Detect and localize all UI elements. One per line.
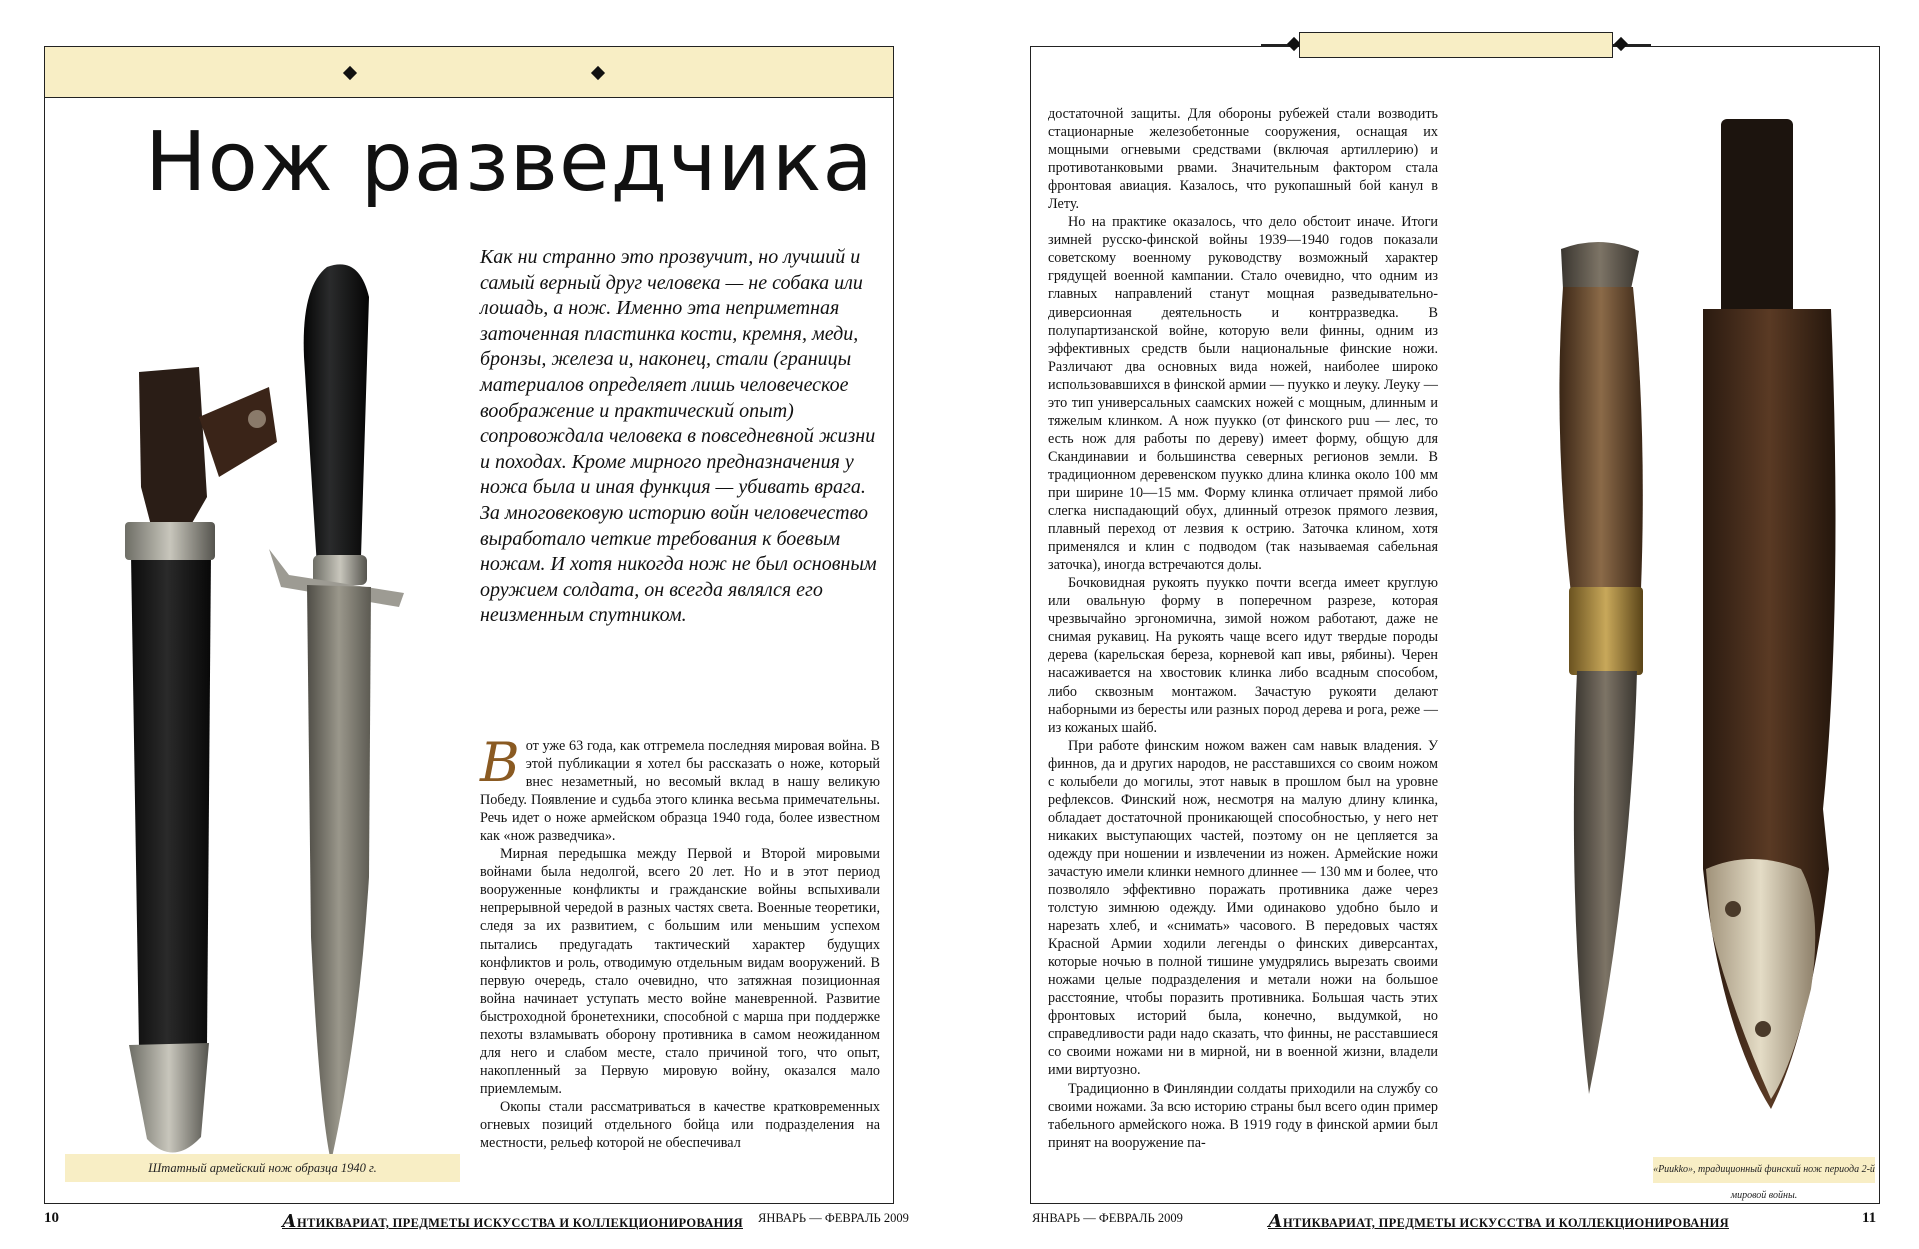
intro-paragraph: Как ни странно это прозвучит, но лучший и самый верный друг человека — не собака или лошадь, а нож. Именно эта неприметная заточенная пластинка кости, кремня, меди, бронзы, железа и, наконец, стали (границы материалов определяет лишь человеческое воображение и практический опыт) сопровождала человека в повседневной жизни и походах. Кроме мирного предназначения у ножа была и иная функция — убивать врага. За многовековую историю войн человечество выработало четкие требования к боевым ножам. И хотя никогда нож не был основным оружием солдата, он всегда являлся его неизменным спутником. (480, 246, 877, 627)
diamond-ornament-icon (591, 66, 605, 80)
diamond-ornament-icon (343, 66, 357, 80)
article-title: Нож разведчика (145, 115, 874, 210)
body-paragraph: При работе финским ножом важен сам навык владения. У финнов, да и других народов, не расставшихся со своим ножом с колыбели до могилы, этот навык в прошлом был на уровне рефлексов. Финский нож, несмотря на малую длину клинка, обладает достаточной проникающей способностью, у него нет никаких выступающих частей, поэтому он не цепляется за одежду при ношении и извлечении из ножен. Армейские ножи зачастую имели клинки немного длиннее — 130 мм и более, что позволяло эффективно поражать противника даже через толстую зимнюю одежду. Ими одинаково удобно было и нарезать хлеб, и «снимать» часового. В передовых частях Красной Армии ходили легенды о финских диверсантах, которые ночью в полной тишине умудрялись вырезать своими ножами целые подразделения и метали ножи на большое расстояние, чтобы поразить противника. Большая часть этих фронтовых историй была, конечно, выдумкой, но справедливости ради надо сказать, что финны, не расставшиеся со своими ножами ни в мирной, ни в военной жизни, владели ими виртуозно. (1048, 737, 1438, 1079)
body-paragraph: Бочковидная рукоять пуукко почти всегда имеет круглую или овальную форму в поперечном разрезе, которая чрезвычайно эргономична, зимой ножом работают, даже не снимая рукавиц. На рукоять чаще всего идут твердые породы дерева (карельская береза, корневой кап ивы, рябины). Черен насаживается на хвостовик клинка либо всадным способом, либо сквозным монтажом. Зачастую рукояти делают наборными из бересты или разных пород дерева и рога, реже — из кожаных шайб. (1048, 575, 1438, 736)
right-page (1030, 46, 1880, 1204)
page-number: 11 (1862, 1210, 1877, 1226)
body-column-left (480, 731, 880, 1152)
photo-caption: «Puukko», традиционный финский нож периода 2-й мировой войны. (1653, 1157, 1875, 1183)
drop-cap: В (480, 731, 520, 794)
intro-text (480, 245, 880, 629)
magazine-name: АНТИКВАРИАТ, ПРЕДМЕТЫ ИСКУССТВА И КОЛЛЕКЦИОНИРОВАНИЯ (282, 1211, 743, 1232)
body-paragraph: Вот уже 63 года, как отгремела последняя мировая война. В этой публикации я хотел бы рассказать о ноже, который внес незаметный, но весомый вклад в нашу великую Победу. Появление и судьба этого клинка весьма примечательны. Речь идет о ноже армейском образца 1940 года, более известном как «нож разведчика». (480, 731, 880, 845)
puukko-photo (1471, 109, 1871, 1149)
body-column-right (1048, 105, 1438, 1152)
body-paragraph: достаточной защиты. Для обороны рубежей стали возводить стационарные железобетонные сооружения, оснащая их мощными огневыми средствами (включая артиллерию) и противотанковыми рвами. Значительным фактором стала фронтовая авиация. Казалось, что рукопашный бой канул в Лету. (1048, 106, 1438, 213)
knife-photo (69, 237, 469, 1197)
issue-date: ЯНВАРЬ — ФЕВРАЛЬ 2009 (758, 1211, 909, 1225)
page-number: 10 (44, 1210, 59, 1226)
body-paragraph: Мирная передышка между Первой и Второй мировыми войнами была недолгой, всего 20 лет. Но и в этот период вооруженные конфликты и гражданские войны вспыхивали непрерывной чередой в разных частях света. Военные теоретики, следя за их развитием, с большим или меньшим успехом пытались предугадать тактический характер будущих конфликтов и роль, отводимую отдельным видам вооружений. В первую очередь, стало очевидно, что затяжная позиционная война начинает уступать место войне маневренной. Развитие быстроходной бронетехники, способной с марша при поддержке пехоты взламывать оборону противника в самом неожиданном для него и слабом месте, стало причиной того, что опыт, накопленный за Первую мировую войну, оказался мало приемлемым. (480, 846, 880, 1097)
body-paragraph: Но на практике оказалось, что дело обстоит иначе. Итоги зимней русско-финской войны 1939—1940 годов показали советскому военному руководству возможный характер грядущей военной кампании. Стало очевидно, что одним из главных направлений станут мощная разведывательно-диверсионная деятельность и контрразведка. В полупартизанской войне, которую вели финны, одним из эффективных средств были национальные финские ножи. Различают два основных вида ножей, наиболее широко использовавшихся в финской армии — пуукко и леуку. Леуку — это тип универсальных саамских ножей с мощным, длинным и тяжелым клинком. А нож пуукко (от финского puu — лес, то есть нож для работы по дереву) имеет форму, общую для Скандинавии и большинства северных регионов земли. В традиционном деревенском пуукко длина клинка около 100 мм при ширине 10—15 мм. Форму клинка отличает прямой либо слегка ниспадающий обух, длинный отрезок прямого лезвия, плавный переход от лезвия к острию. Заточка клином, хотя применялся и клин с подводом (так называемая сабельная заточка), иногда встречаются долы. (1048, 214, 1438, 574)
left-page (44, 46, 894, 1204)
body-paragraph: Окопы стали рассматриваться в качестве кратковременных огневых позиций отдельного бойца или подразделения на местности, рельеф которой не обеспечивал (480, 1098, 880, 1152)
photo-caption: Штатный армейский нож образца 1940 г. (65, 1154, 460, 1182)
body-paragraph: Традиционно в Финляндии солдаты приходили на службу со своими ножами. За всю историю страны был всего один пример табельного армейского ножа. В 1919 году в финской армии был принят на вооружение па- (1048, 1080, 1438, 1151)
header-bar (45, 47, 893, 98)
magazine-name: АНТИКВАРИАТ, ПРЕДМЕТЫ ИСКУССТВА И КОЛЛЕКЦИОНИРОВАНИЯ (1268, 1211, 1729, 1232)
header-bar (1299, 32, 1613, 58)
issue-date: ЯНВАРЬ — ФЕВРАЛЬ 2009 (1032, 1211, 1183, 1225)
diamond-ornament-icon (1614, 37, 1628, 51)
